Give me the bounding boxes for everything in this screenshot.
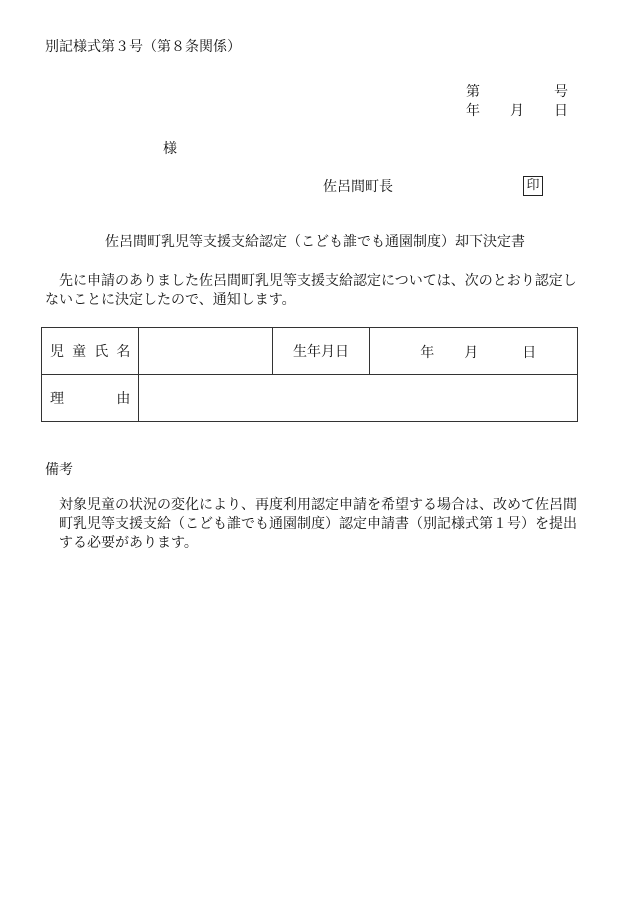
date-month: 月 (510, 103, 524, 119)
issue-date-line (466, 102, 568, 120)
birthdate-value (370, 328, 578, 375)
reason-value (139, 375, 578, 422)
issuer-name: 佐呂間町長 (323, 179, 393, 195)
reason-label-cell (42, 375, 139, 422)
seal-stamp-box: 印 (523, 176, 543, 196)
form-number: 別記様式第３号（第８条関係） (45, 39, 241, 55)
birthdate-day: 日 (522, 345, 537, 361)
remarks-heading: 備考 (45, 462, 73, 478)
birthdate-label: 生年月日 (272, 328, 369, 375)
date-year: 年 (466, 103, 480, 119)
reason-label: 理 由 (50, 391, 131, 407)
decision-table (41, 327, 578, 422)
child-name-label: 児 童 氏 名 (50, 344, 131, 360)
table-row (42, 375, 578, 422)
date-day: 日 (554, 103, 568, 119)
document-title: 佐呂間町乳児等支援支給認定（こども誰でも通園制度）却下決定書 (105, 234, 525, 250)
birthdate-year: 年 (420, 345, 435, 361)
remarks-text: 対象児童の状況の変化により、再度利用認定申請を希望する場合は、改めて佐呂間町乳児等支援支給（こども誰でも通園制度）認定申請書（別記様式第１号）を提出する必要があります。 (59, 497, 577, 551)
number-prefix: 第 (466, 84, 480, 100)
document-number-line (466, 83, 568, 101)
birthdate-month: 月 (464, 345, 479, 361)
addressee-honorific: 様 (163, 141, 177, 157)
number-suffix: 号 (554, 84, 568, 100)
child-name-value (139, 328, 272, 375)
child-name-label-cell (42, 328, 139, 375)
table-row (42, 328, 578, 375)
notice-body: 先に申請のありました佐呂間町乳児等支援支給認定については、次のとおり認定しないことに決定したので、通知します。 (45, 273, 577, 308)
